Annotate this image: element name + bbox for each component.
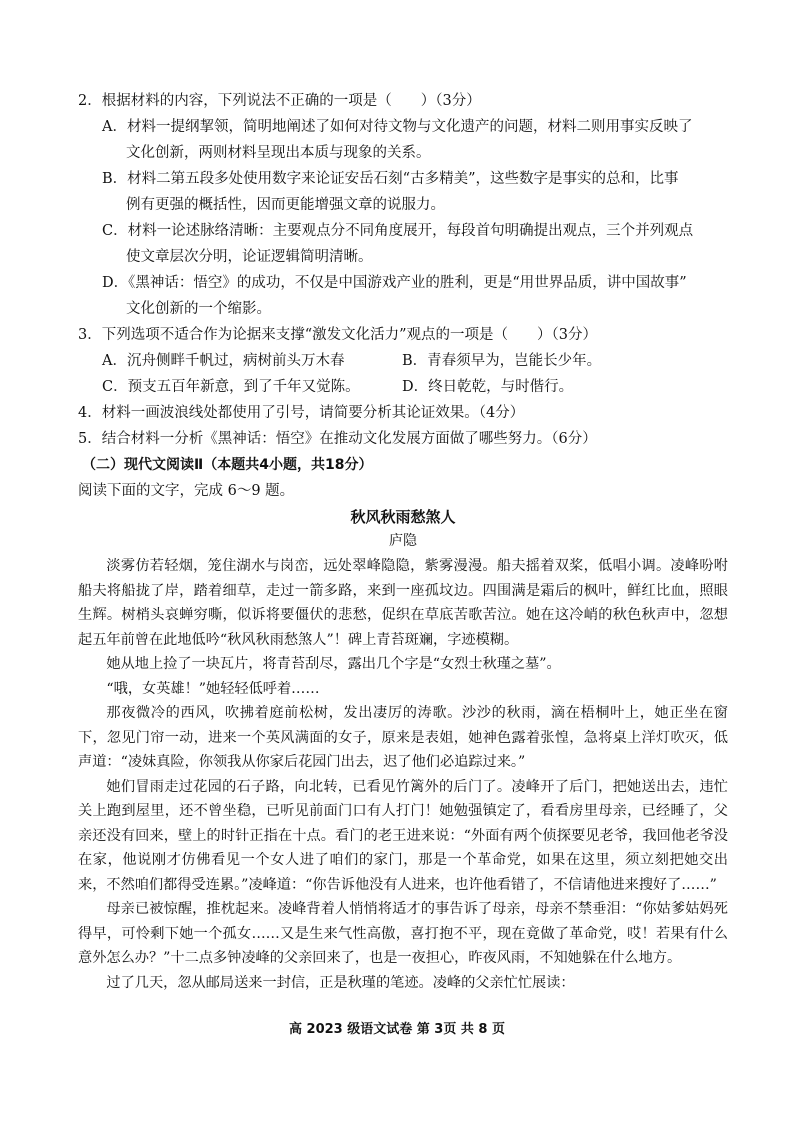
question-3-option-c: C．预支五百年新意，到了千年又觉陈。 xyxy=(102,379,360,395)
article-author: 庐隐 xyxy=(389,533,417,549)
article-paragraph: “哦，女英雄！”她轻轻低呼着…… xyxy=(106,680,320,697)
question-3-options-row-2 xyxy=(78,374,728,400)
question-4-stem: 4．材料一画波浪线处都使用了引号，请简要分析其论证效果。（4分） xyxy=(78,405,525,421)
article-paragraph: 母亲已被惊醒，推枕起来。凌峰背着人悄悄将适才的事告诉了母亲，母亲不禁垂泪：“你姑爹姑妈死得早，可怜剩下她一个孤女……又是生来气性高傲，喜打抱不平，现在竟做了革命党，哎！若果有什么意外怎么办？”十二点多钟凌峰的父亲回来了，也是一夜担心，昨夜风雨，不知她躲在什么地方。 xyxy=(78,901,728,966)
question-2-stem: 2．根据材料的内容，下列说法不正确的一项是（ ）（3分） xyxy=(78,93,481,109)
question-3-options-row-1 xyxy=(78,348,728,374)
option-continuation: 使文章层次分明，论证逻辑简明清晰。 xyxy=(126,249,373,265)
option-text: A．材料一提纲挈领，简明地阐述了如何对待文物与文化遗产的问题，材料二则用事实反映了 xyxy=(102,119,693,135)
article-paragraph: 过了几天，忽从邮局送来一封信，正是秋瑾的笔迹。凌峰的父亲忙忙展读： xyxy=(106,974,575,991)
article-paragraph: 那夜微冷的西风，吹拂着庭前松树，发出凄厉的涛歌。沙沙的秋雨，滴在梧桐叶上，她正坐在窗下，忽见门帘一动，进来一个英风满面的女子，原来是表姐，她神色露着张惶，急将桌上洋灯吹灭，低声道：“凌妹真险，你领我从你家后花园门出去，迟了他们必追踪过来。” xyxy=(78,705,728,770)
question-3-option-d: D．终日乾乾，与时偕行。 xyxy=(402,379,574,395)
section-heading: （二）现代文阅读Ⅱ（本题共4小题，共18分） xyxy=(82,457,373,473)
section-instruction: 阅读下面的文字，完成 6～9 题。 xyxy=(78,483,295,499)
option-continuation: 例有更强的概括性，因而更能增强文章的说服力。 xyxy=(126,197,445,213)
article-paragraph: 淡雾仿若轻烟，笼住湖水与岗峦，远处翠峰隐隐，紫雾漫漫。船夫摇着双桨，低唱小调。凌峰吩咐船夫将船拢了岸，踏着细草，走过一箭多路，来到一座孤坟边。四围满是霜后的枫叶，鲜红比血，照眼生辉。树梢头哀蝉穷嘶，似诉将要僵伏的悲愁，促织在草底苦歌苦泣。她在这冷峭的秋色秋声中，忽想起五年前曾在此地低吟“秋风秋雨愁煞人”！碑上青苔斑斓，字迹模糊。 xyxy=(78,558,728,648)
option-continuation: 文化创新的一个缩影。 xyxy=(126,301,271,317)
question-2-option-c xyxy=(78,218,728,270)
article-paragraph: 她从地上捡了一块瓦片，将青苔刮尽，露出几个字是“女烈士秋瑾之墓”。 xyxy=(106,656,561,672)
article-paragraph: 她们冒雨走过花园的石子路，向北转，已看见竹篱外的后门了。凌峰开了后门，把她送出去，违忙关上跑到屋里，还不曾坐稳，已听见前面门口有人打门！她勉强镇定了，看看房里母亲，已经睡了，父亲还没有回来，壁上的时针正指在十点。看门的老王进来说：“外面有两个侦探要见老爷，我回他老爷没在家，他说刚才仿佛看见一个女人进了咱们的家门，那是一个革命党，如果在这里，须立刻把她交出来，不然咱们都得受连累。”凌峰道：“你告诉他没有人进来，也许他看错了，不信请他进来搜好了……” xyxy=(78,778,728,893)
page-footer: 高 2023 级语文试卷 第 3页 共 8 页 xyxy=(289,1022,505,1037)
option-text: D．《黑神话：悟空》的成功，不仅是中国游戏产业的胜利，更是“用世界品质，讲中国故事” xyxy=(102,275,687,291)
question-2-option-a xyxy=(78,114,728,166)
article-title: 秋风秋雨愁煞人 xyxy=(350,508,456,526)
option-text: B．材料二第五段多处使用数字来论证安岳石刻“古多精美”，这些数字是事实的总和，比事 xyxy=(102,171,679,187)
option-text: C．材料一论述脉络清晰：主要观点分不同角度展开，每段首句明确提出观点，三个并列观点 xyxy=(102,223,694,239)
question-3-option-a: A．沉舟侧畔千帆过，病树前头万木春 xyxy=(102,353,345,369)
question-2-option-d xyxy=(78,270,728,322)
question-2-option-b xyxy=(78,166,728,218)
question-3-stem: 3．下列选项不适合作为论据来支撑“激发文化活力”观点的一项是（ ）（3分） xyxy=(78,327,598,343)
question-5-stem: 5．结合材料一分析《黑神话：悟空》在推动文化发展方面做了哪些努力。（6分） xyxy=(78,431,597,447)
question-3-option-b: B．青春须早为，岂能长少年。 xyxy=(402,353,602,369)
option-continuation: 文化创新，两则材料呈现出本质与现象的关系。 xyxy=(126,145,431,161)
